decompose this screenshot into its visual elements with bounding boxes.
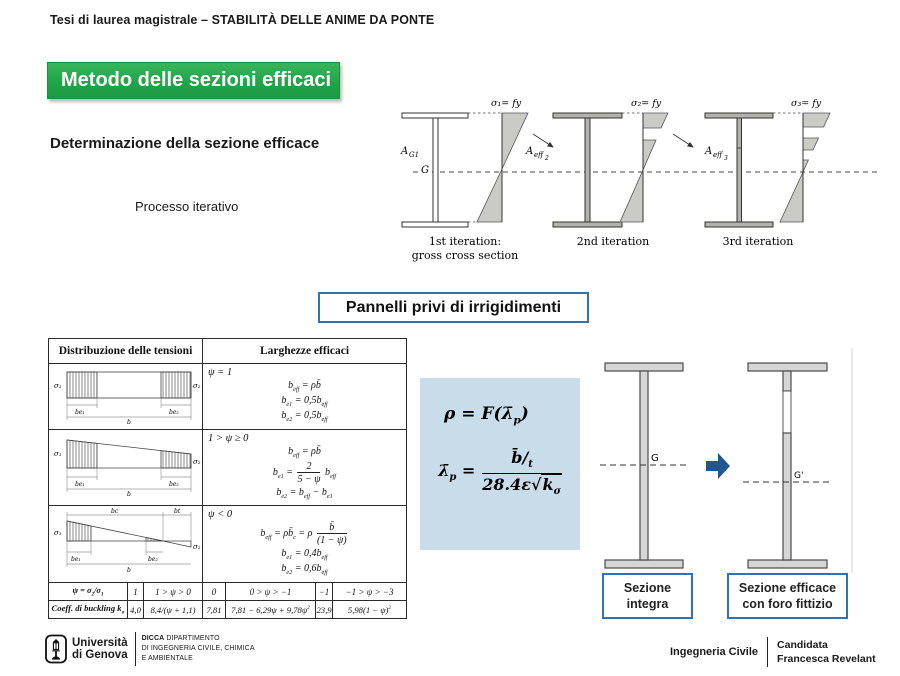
sketch2-be2: be₂ xyxy=(168,481,179,488)
cond-psi-0-1: 1 > ψ ≥ 0 xyxy=(208,433,249,444)
unige-logo xyxy=(45,634,67,664)
sigma3-label: σ₃= fy xyxy=(791,98,822,109)
sketch1-be2: be₂ xyxy=(168,409,179,416)
sketch3-be1: be₁ xyxy=(70,555,81,563)
lambda-formula: $\lambdā_p$ = $\frac{b̄/_t}{28.4\varepsilon√k_\sigma}$ xyxy=(438,448,561,497)
section-figure xyxy=(585,340,860,575)
effective-section-beam xyxy=(743,363,833,568)
sketch2-sigma2: σ₂ xyxy=(192,458,201,466)
footer-left xyxy=(45,632,255,666)
caption-1a: 1st iteration: xyxy=(428,235,502,248)
sketch3-bt: bt xyxy=(173,507,180,515)
effective-width-table xyxy=(48,338,407,619)
stress-diagram-1 xyxy=(468,98,528,222)
section-heading: Determinazione della sezione efficace xyxy=(50,135,320,152)
stress-sketch-triangular xyxy=(49,506,203,583)
thesis-header: Tesi di laurea magistrale – STABILITÀ DELLE ANIME DA PONTE xyxy=(50,13,435,27)
beam2-area-num: 2 xyxy=(545,155,549,162)
cond-psi-1: ψ = 1 xyxy=(208,367,233,378)
rho-formula: $\rho = F(\lambdā_p)$ xyxy=(444,404,529,427)
psi-ratio-row: $\psi = \sigma_2/\sigma_1$ 1 1 > ψ > 0 0 0 > ψ > −1 −1 −1 > ψ > −3 xyxy=(49,583,407,601)
panel-title-box xyxy=(318,292,589,323)
formula-r1-beff: $b_{eff}$ = ρb̄ xyxy=(288,380,321,393)
stress-diagram-2 xyxy=(620,98,668,222)
formula-r3-be2: $b_{e2} = 0,6b_{eff}$ xyxy=(281,563,328,576)
sketch3-sigma2: σ₂ xyxy=(192,542,201,551)
formula-r2-be2: $b_{e2} = b_{eff} - b_{e1}$ xyxy=(276,487,333,500)
centroid-g-label: G xyxy=(651,453,659,464)
centroid-gprime-label: G' xyxy=(794,471,804,481)
beam3-area-num: 3 xyxy=(724,155,728,162)
department-name: DICCA DIPARTIMENTO DI INGEGNERIA CIVILE, CHIMICA E AMBIENTALE xyxy=(141,635,255,662)
buckling-coeff-row: Coeff. di buckling $k_\sigma$ 4,0 8,4/(ψ + 1,1) 7,81 $7,81 - 6,29\psi + 9,78\psi^2$ 23,9 $5,98(1 - \psi)^2$ xyxy=(49,601,407,619)
beam1-area-sub: G1 xyxy=(409,151,420,159)
iteration-figure xyxy=(385,88,895,268)
footer-divider-left xyxy=(135,632,136,666)
effective-section-label-box xyxy=(727,573,848,619)
sketch1-sigma2: σ₂ xyxy=(192,382,201,390)
formulas-psi-0-1 xyxy=(203,430,407,506)
sigma1-label: σ₁= fy xyxy=(491,98,522,109)
footer-right xyxy=(670,637,876,667)
sketch1-sigma1: σ₁ xyxy=(53,382,62,390)
sketch3-bc: bc xyxy=(110,507,118,515)
candidate-block xyxy=(777,638,876,666)
k-row-label: Coeff. di buckling $k_\sigma$ xyxy=(49,601,128,619)
beam-1-gross xyxy=(400,113,468,227)
formulas-psi-neg xyxy=(203,506,407,583)
candidate-name: Francesca Revelant xyxy=(777,653,876,665)
formula-r3-be1: $b_{e1} = 0,4b_{eff}$ xyxy=(281,548,328,561)
sketch1-b: b xyxy=(126,419,131,424)
table-header-right: Larghezze efficaci xyxy=(203,339,407,364)
university-name: Università di Genova xyxy=(72,636,128,661)
panel-title-label: Pannelli privi di irrigidimenti xyxy=(345,298,562,316)
beam3-area-sub: eff xyxy=(713,151,723,159)
g-label: G xyxy=(421,165,429,176)
arrow-1to2 xyxy=(533,134,553,147)
formula-r1-be2: $b_{e2} = 0,5b_{eff}$ xyxy=(281,410,328,423)
stress-sketch-trapezoid xyxy=(49,430,203,506)
formulas-psi-1 xyxy=(203,364,407,430)
fictitious-hole xyxy=(783,391,791,433)
formula-r2-beff: $b_{eff}$ = ρb̄ xyxy=(288,446,321,459)
candidate-label: Candidata xyxy=(777,638,828,651)
cond-psi-neg: ψ < 0 xyxy=(208,509,233,520)
stress-sketch-uniform xyxy=(49,364,203,430)
beam2-area-sub: eff xyxy=(534,151,544,159)
process-label: Processo iterativo xyxy=(135,199,239,214)
beam-3-eff xyxy=(704,113,773,227)
caption-1b: gross cross section xyxy=(411,249,519,262)
footer-divider-right xyxy=(767,637,768,667)
sketch2-be1: be₁ xyxy=(74,481,85,488)
transform-arrow xyxy=(706,453,730,479)
title-banner xyxy=(47,62,340,99)
effective-section-label: Sezione efficace con foro fittizio xyxy=(738,580,837,611)
psi-row-label: $\psi = \sigma_2/\sigma_1$ xyxy=(49,583,128,601)
sketch3-sigma1: σ₁ xyxy=(53,528,62,537)
formula-box xyxy=(420,378,580,550)
formula-r3-beff: $b_{eff}$ = $\rho b̄_c = \rho$ $\frac{b̄}{(1 - \psi)}$ xyxy=(260,522,347,546)
beam-2-eff xyxy=(525,113,622,227)
sketch3-be2: be₂ xyxy=(147,555,158,563)
sketch2-sigma1: σ₁ xyxy=(53,450,62,458)
stress-diagram-3 xyxy=(773,98,830,222)
sketch2-b: b xyxy=(126,491,131,496)
formula-r1-be1: $b_{e1} = 0,5b_{eff}$ xyxy=(281,395,328,408)
beam2-area-label: A xyxy=(526,146,534,157)
title-banner-label: Metodo delle sezioni efficaci xyxy=(61,69,332,91)
integral-section-label-box xyxy=(602,573,693,619)
integral-section-label: Sezione integra xyxy=(623,580,672,611)
sketch3-b: b xyxy=(126,566,131,574)
arrow-2to3 xyxy=(673,134,693,147)
formula-r2-be1: $b_{e1}$ = $\frac{2}{5 - \psi}$ $b_{eff}$ xyxy=(272,461,337,485)
course-label: Ingegneria Civile xyxy=(670,646,759,658)
sigma2-label: σ₂= fy xyxy=(631,98,662,109)
integral-section-beam xyxy=(600,363,690,568)
sketch1-be1: be₁ xyxy=(74,409,85,416)
beam1-area-label: A xyxy=(401,146,409,157)
caption-3: 3rd iteration xyxy=(722,235,794,248)
beam3-area-label: A xyxy=(705,146,713,157)
caption-2: 2nd iteration xyxy=(576,235,650,248)
table-header-left: Distribuzione delle tensioni xyxy=(49,339,203,364)
